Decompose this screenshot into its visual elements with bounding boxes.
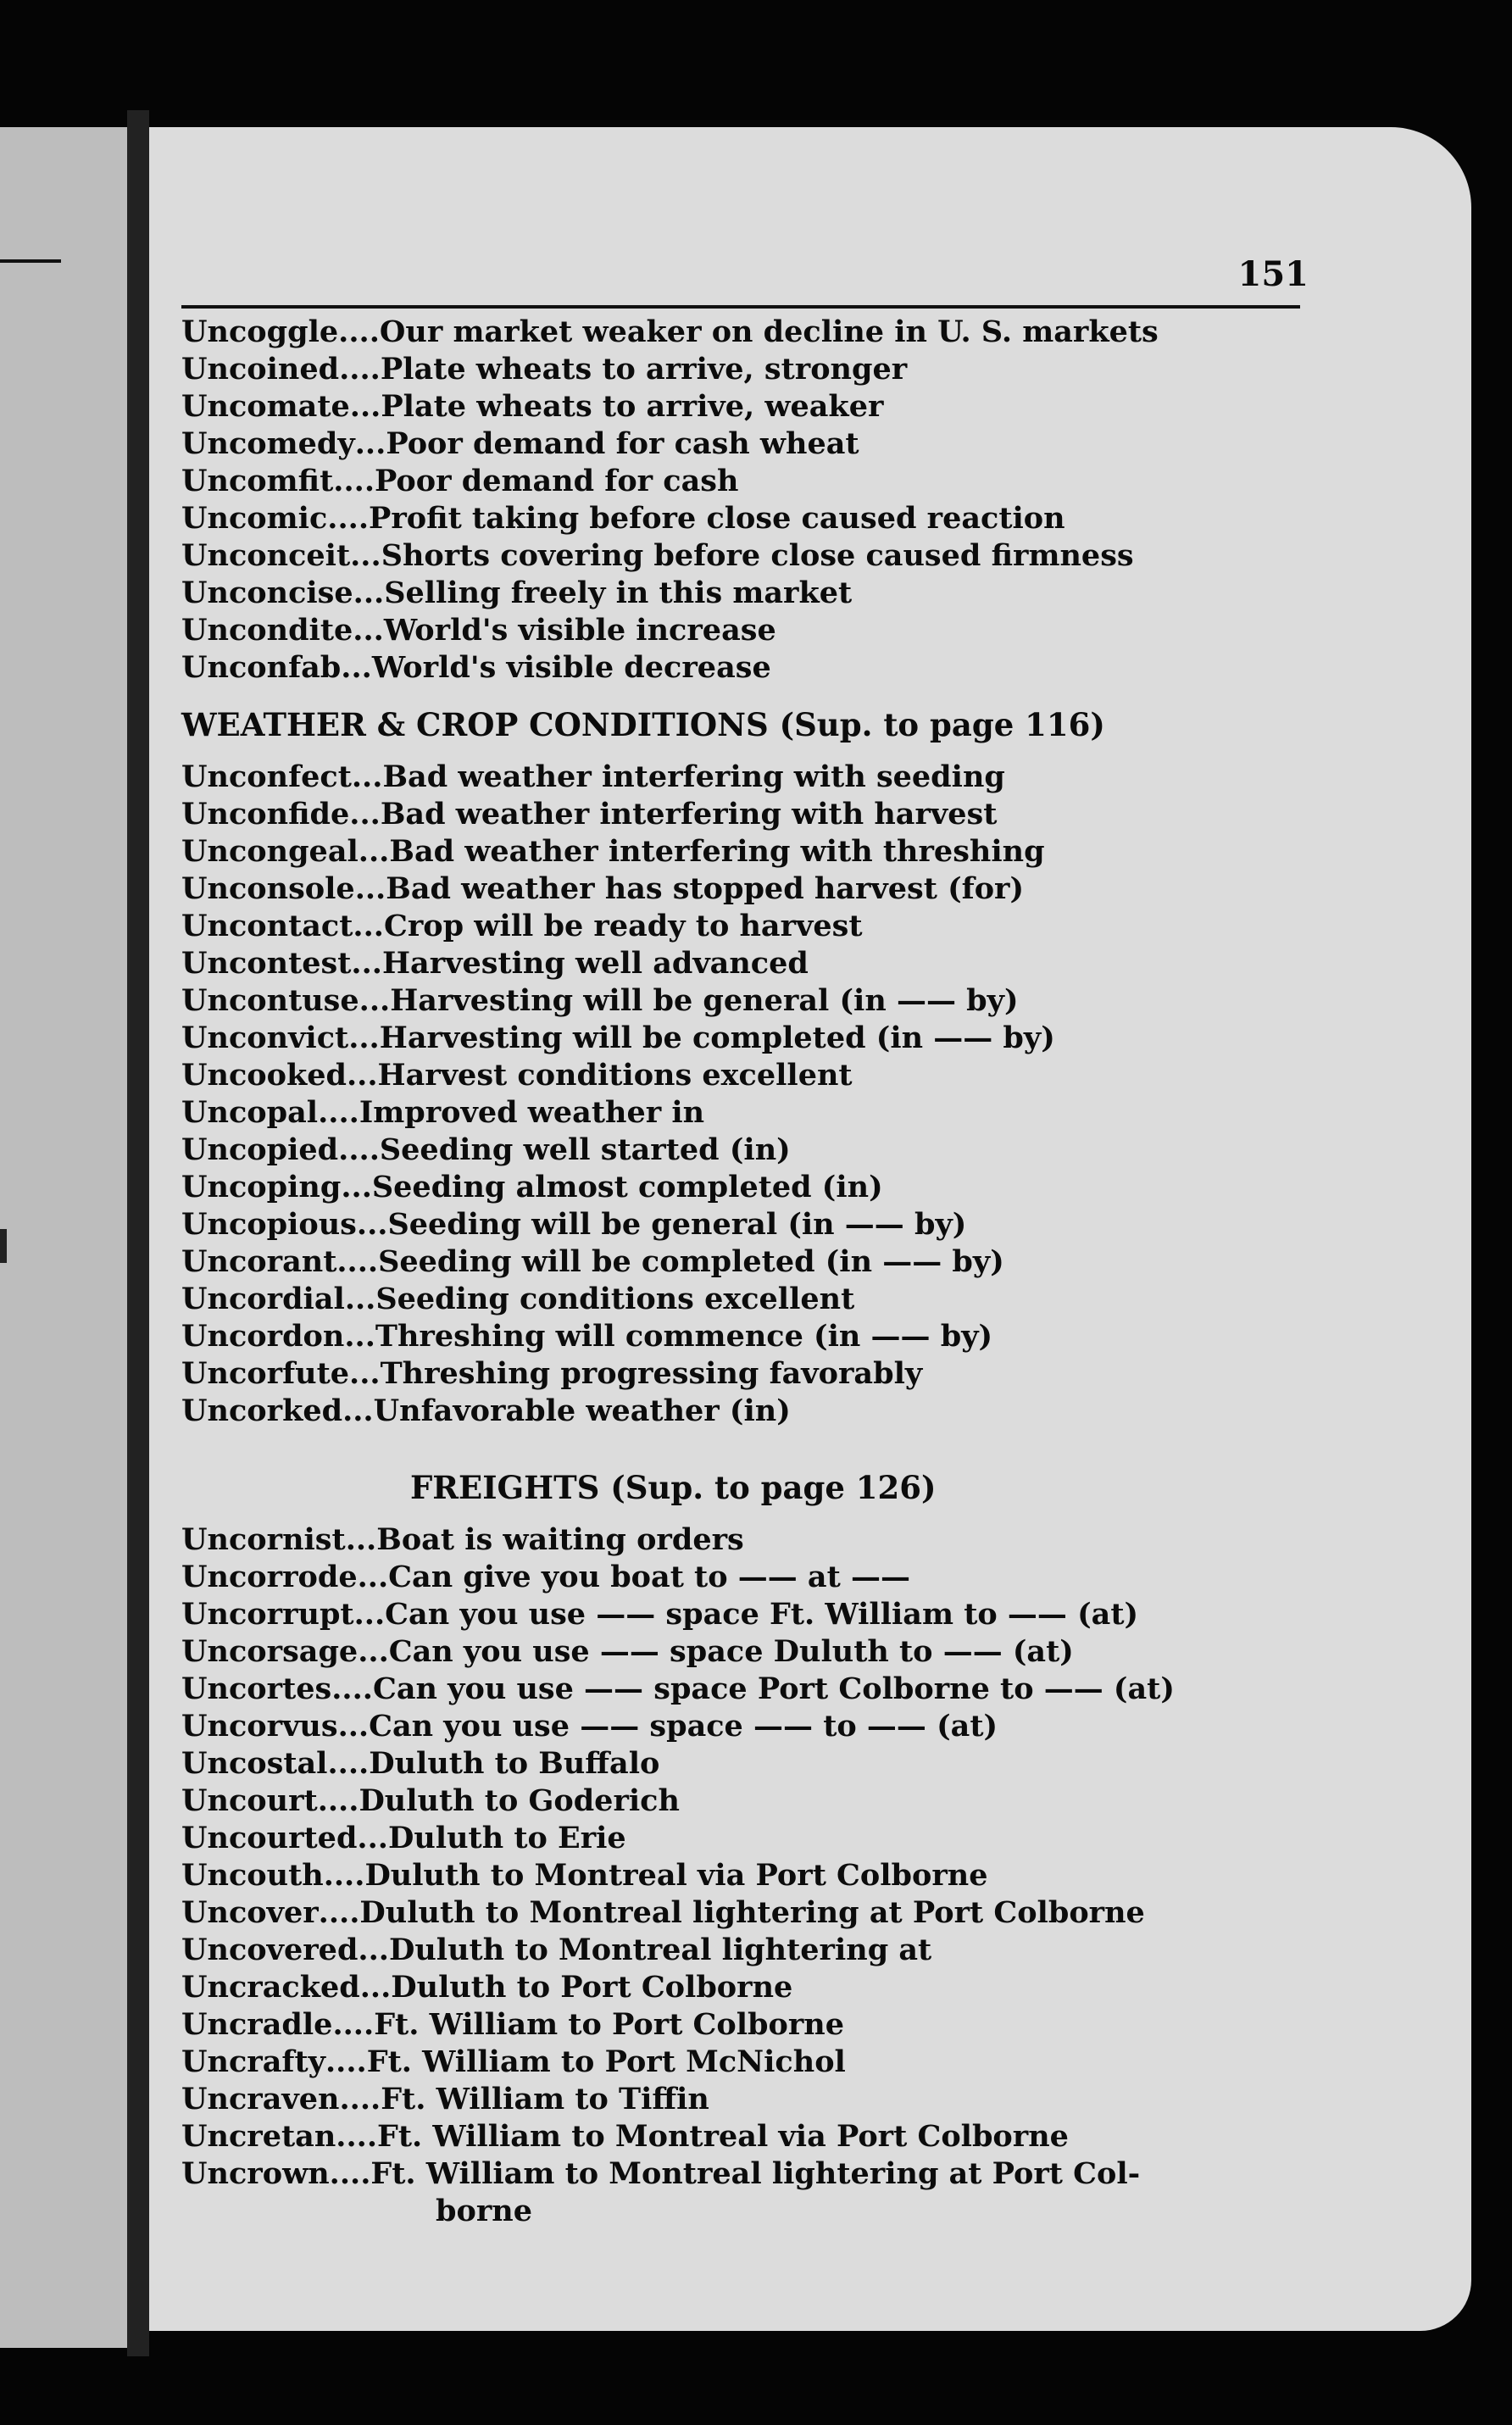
code-meaning: Seeding conditions excellent bbox=[375, 1282, 855, 1316]
code-word: Uncomfit bbox=[181, 464, 334, 498]
code-word: Uncraven bbox=[181, 2082, 340, 2116]
code-meaning: World's visible decrease bbox=[371, 650, 771, 685]
code-meaning: Ft. William to Tiffin bbox=[381, 2082, 709, 2116]
leader-dots: ... bbox=[358, 834, 390, 869]
leader-dots: .... bbox=[339, 352, 381, 387]
leader-dots: ... bbox=[349, 797, 381, 832]
code-word: Uncortes bbox=[181, 1671, 332, 1706]
code-word: Uncoggle bbox=[181, 314, 339, 349]
code-word: Unconfide bbox=[181, 797, 350, 832]
code-entry bbox=[181, 2044, 1309, 2081]
code-word: Uncorant bbox=[181, 1244, 337, 1279]
market-section bbox=[181, 314, 1309, 687]
code-meaning: Bad weather interfering with seeding bbox=[382, 759, 1005, 794]
code-word: Uncontest bbox=[181, 946, 352, 981]
leader-dots: ... bbox=[341, 1170, 372, 1204]
code-word: Uncrafty bbox=[181, 2044, 325, 2079]
code-word: Uncoping bbox=[181, 1170, 342, 1204]
leader-dots: ... bbox=[351, 759, 383, 794]
code-word: Uncomedy bbox=[181, 426, 355, 461]
leader-dots: .... bbox=[333, 464, 375, 498]
code-entry bbox=[181, 1521, 1309, 1559]
left-page-mark bbox=[0, 1229, 7, 1263]
code-meaning: Crop will be ready to harvest bbox=[383, 909, 863, 943]
code-meaning: Can you use —— space Duluth to —— (at) bbox=[388, 1634, 1074, 1669]
code-meaning: Duluth to Erie bbox=[387, 1821, 626, 1855]
leader-dots: .... bbox=[318, 1895, 360, 1930]
code-entry bbox=[181, 1355, 1309, 1393]
code-entry bbox=[181, 982, 1309, 1020]
code-meaning: Seeding well started (in) bbox=[379, 1132, 791, 1167]
code-meaning: Bad weather has stopped harvest (for) bbox=[386, 871, 1025, 906]
code-entry bbox=[181, 425, 1309, 463]
leader-dots: ... bbox=[348, 1021, 380, 1055]
code-meaning: Boat is waiting orders bbox=[376, 1522, 744, 1557]
code-word: Uncopal bbox=[181, 1095, 319, 1130]
code-word: Uncovered bbox=[181, 1933, 359, 1967]
weather-heading: WEATHER & CROP CONDITIONS (Sup. to page 116) bbox=[181, 706, 1105, 743]
code-entry bbox=[181, 1857, 1309, 1894]
code-word: Unconceit bbox=[181, 538, 351, 573]
code-meaning: World's visible increase bbox=[383, 613, 776, 648]
leader-dots: ... bbox=[337, 1709, 370, 1744]
page-number: 151 bbox=[1237, 254, 1309, 294]
code-word: Uncorrupt bbox=[181, 1597, 354, 1632]
code-entry bbox=[181, 1820, 1309, 1857]
code-meaning: Unfavorable weather (in) bbox=[373, 1393, 791, 1428]
code-word: Uncontact bbox=[181, 909, 353, 943]
code-entry bbox=[181, 1894, 1309, 1932]
code-meaning: Plate wheats to arrive, stronger bbox=[380, 352, 908, 387]
code-word: Uncopious bbox=[181, 1207, 357, 1242]
code-entry bbox=[181, 1094, 1309, 1132]
leader-dots: ... bbox=[341, 650, 372, 685]
code-meaning: Ft. William to Montreal via Port Colborne bbox=[377, 2119, 1069, 2154]
leader-dots: ... bbox=[345, 1522, 377, 1557]
code-word: Uncover bbox=[181, 1895, 319, 1930]
code-meaning: Duluth to Montreal lightering at Port Colborne bbox=[359, 1895, 1145, 1930]
leader-dots: .... bbox=[336, 2119, 378, 2154]
leader-dots: ... bbox=[344, 1282, 376, 1316]
code-entry bbox=[181, 2006, 1309, 2044]
code-word: Uncorsage bbox=[181, 1634, 359, 1669]
code-entry bbox=[181, 945, 1309, 982]
code-meaning: Harvesting will be general (in —— by) bbox=[390, 983, 1019, 1018]
code-entry bbox=[181, 908, 1309, 945]
leader-dots: ... bbox=[359, 983, 391, 1018]
leader-dots: ... bbox=[353, 909, 384, 943]
code-word: Uncorfute bbox=[181, 1356, 350, 1391]
code-meaning: Duluth to Goderich bbox=[359, 1783, 680, 1818]
leader-dots: .... bbox=[329, 2156, 371, 2191]
leader-dots: ... bbox=[351, 946, 382, 981]
leader-dots: .... bbox=[323, 1858, 365, 1893]
code-word: Unconfab bbox=[181, 650, 342, 685]
code-word: Uncondite bbox=[181, 613, 353, 648]
book-gutter bbox=[127, 110, 149, 2356]
code-word: Unconfect bbox=[181, 759, 352, 794]
code-meaning: Harvesting will be completed (in —— by) bbox=[379, 1021, 1055, 1055]
code-entry bbox=[181, 1318, 1309, 1355]
code-entry bbox=[181, 500, 1309, 537]
leader-dots: ... bbox=[342, 1393, 374, 1428]
code-entry bbox=[181, 833, 1309, 870]
code-entry bbox=[181, 1969, 1309, 2006]
leader-dots: ... bbox=[349, 389, 381, 424]
code-word: Uncostal bbox=[181, 1746, 328, 1781]
code-word: Uncorvus bbox=[181, 1709, 338, 1744]
leader-dots: .... bbox=[339, 2082, 381, 2116]
code-entry bbox=[181, 1633, 1309, 1671]
code-entry bbox=[181, 1281, 1309, 1318]
code-word: Uncracked bbox=[181, 1970, 360, 2005]
leader-dots: ... bbox=[349, 1356, 381, 1391]
leader-dots: .... bbox=[318, 1095, 359, 1130]
code-word: Unconcise bbox=[181, 576, 353, 610]
code-meaning: Ft. William to Port Colborne bbox=[374, 2007, 845, 2042]
code-meaning: Seeding will be completed (in —— by) bbox=[378, 1244, 1004, 1279]
code-entry bbox=[181, 537, 1309, 575]
code-word: Uncretan bbox=[181, 2119, 336, 2154]
code-entry bbox=[181, 463, 1309, 500]
code-meaning: Poor demand for cash wheat bbox=[386, 426, 859, 461]
code-meaning: Improved weather in bbox=[359, 1095, 705, 1130]
code-meaning: Duluth to Montreal via Port Colborne bbox=[364, 1858, 988, 1893]
code-entry bbox=[181, 388, 1309, 425]
code-entry bbox=[181, 1708, 1309, 1745]
code-meaning: Harvest conditions excellent bbox=[377, 1058, 853, 1093]
leader-dots: ... bbox=[353, 613, 384, 648]
code-entry bbox=[181, 1932, 1309, 1969]
code-word: Uncouth bbox=[181, 1858, 324, 1893]
code-word: Unconsole bbox=[181, 871, 355, 906]
code-entry bbox=[181, 649, 1309, 687]
left-page-rule bbox=[0, 259, 61, 263]
code-word: Uncomate bbox=[181, 389, 350, 424]
code-entry bbox=[181, 1132, 1309, 1169]
code-meaning: Seeding will be general (in —— by) bbox=[387, 1207, 967, 1242]
code-meaning: Seeding almost completed (in) bbox=[371, 1170, 883, 1204]
code-word: Uncordon bbox=[181, 1319, 345, 1354]
code-word: Uncoined bbox=[181, 352, 340, 387]
leader-dots: ... bbox=[359, 1970, 392, 2005]
leader-dots: .... bbox=[332, 2007, 375, 2042]
code-meaning: Threshing will commence (in —— by) bbox=[375, 1319, 993, 1354]
code-meaning: Ft. William to Montreal lightering at Port Col- bbox=[370, 2156, 1141, 2191]
leader-dots: ... bbox=[344, 1319, 375, 1354]
code-word: Unconvict bbox=[181, 1021, 349, 1055]
leader-dots: .... bbox=[338, 314, 380, 349]
code-meaning: Can give you boat to —— at —— bbox=[388, 1560, 910, 1594]
code-entry bbox=[181, 2081, 1309, 2118]
code-word: Uncrown bbox=[181, 2156, 330, 2191]
market-entry-list bbox=[181, 314, 1309, 687]
leader-dots: ... bbox=[358, 1634, 389, 1669]
code-word: Uncomic bbox=[181, 501, 328, 536]
leader-dots: ... bbox=[356, 1207, 388, 1242]
leader-dots: ... bbox=[354, 426, 386, 461]
code-meaning: Poor demand for cash bbox=[375, 464, 739, 498]
leader-dots: ... bbox=[357, 1560, 389, 1594]
leader-dots: ... bbox=[354, 871, 386, 906]
code-entry bbox=[181, 1671, 1309, 1708]
leader-dots: ... bbox=[353, 1597, 386, 1632]
code-entry bbox=[181, 1559, 1309, 1596]
code-meaning: Threshing progressing favorably bbox=[380, 1356, 923, 1391]
code-meaning: Can you use —— space Port Colborne to —— (at) bbox=[372, 1671, 1175, 1706]
leader-dots: .... bbox=[325, 2044, 367, 2079]
freights-section bbox=[181, 1454, 1309, 2230]
code-entry bbox=[181, 575, 1309, 612]
leader-dots: ... bbox=[353, 576, 385, 610]
freights-heading: FREIGHTS (Sup. to page 126) bbox=[410, 1469, 937, 1506]
leader-dots: ... bbox=[357, 1821, 388, 1855]
code-meaning: Can you use —— space Ft. William to —— (at) bbox=[385, 1597, 1139, 1632]
code-word: Uncornist bbox=[181, 1522, 346, 1557]
code-entry bbox=[181, 1020, 1309, 1057]
code-entry bbox=[181, 314, 1309, 351]
leader-dots: ... bbox=[346, 1058, 378, 1093]
code-entry bbox=[181, 612, 1309, 649]
weather-section bbox=[181, 691, 1309, 1430]
code-word: Uncontuse bbox=[181, 983, 359, 1018]
code-word: Uncorked bbox=[181, 1393, 343, 1428]
code-entry bbox=[181, 870, 1309, 908]
weather-entry-list bbox=[181, 759, 1309, 1430]
code-entry bbox=[181, 796, 1309, 833]
code-word: Uncradle bbox=[181, 2007, 333, 2042]
code-entry bbox=[181, 1596, 1309, 1633]
code-meaning: Shorts covering before close caused firmness bbox=[381, 538, 1134, 573]
code-meaning: Plate wheats to arrive, weaker bbox=[381, 389, 884, 424]
code-entry bbox=[181, 1206, 1309, 1243]
code-meaning: Duluth to Montreal lightering at bbox=[388, 1933, 932, 1967]
code-entry bbox=[181, 1783, 1309, 1820]
leader-dots: .... bbox=[317, 1783, 359, 1818]
code-meaning: Ft. William to Port McNichol bbox=[366, 2044, 846, 2079]
code-entry bbox=[181, 1393, 1309, 1430]
code-meaning: Bad weather interfering with harvest bbox=[380, 797, 998, 832]
code-entry bbox=[181, 351, 1309, 388]
code-word: Uncourt bbox=[181, 1783, 318, 1818]
code-word: Uncordial bbox=[181, 1282, 345, 1316]
code-entry bbox=[181, 1243, 1309, 1281]
code-word: Uncorrode bbox=[181, 1560, 358, 1594]
freight-entry-list bbox=[181, 1521, 1309, 2193]
leader-dots: ... bbox=[350, 538, 381, 573]
code-entry bbox=[181, 1057, 1309, 1094]
code-entry bbox=[181, 1745, 1309, 1783]
leader-dots: ... bbox=[358, 1933, 389, 1967]
code-meaning: Can you use —— space —— to —— (at) bbox=[369, 1709, 998, 1744]
code-meaning: Selling freely in this market bbox=[384, 576, 853, 610]
code-meaning: Profit taking before close caused reaction bbox=[369, 501, 1065, 536]
code-meaning: Duluth to Buffalo bbox=[369, 1746, 660, 1781]
code-meaning: Bad weather interfering with threshing bbox=[389, 834, 1045, 869]
code-meaning: Our market weaker on decline in U. S. markets bbox=[379, 314, 1159, 349]
code-entry bbox=[181, 759, 1309, 796]
code-word: Uncopied bbox=[181, 1132, 339, 1167]
code-word: Uncourted bbox=[181, 1821, 358, 1855]
leader-dots: .... bbox=[336, 1244, 379, 1279]
code-entry bbox=[181, 2155, 1309, 2193]
continuation-line: borne bbox=[436, 2194, 532, 2228]
code-entry bbox=[181, 1169, 1309, 1206]
leader-dots: .... bbox=[327, 501, 370, 536]
leader-dots: .... bbox=[338, 1132, 380, 1167]
code-meaning: Duluth to Port Colborne bbox=[391, 1970, 793, 2005]
leader-dots: .... bbox=[331, 1671, 373, 1706]
code-word: Uncooked bbox=[181, 1058, 347, 1093]
left-page-edge bbox=[0, 127, 127, 2348]
leader-dots: .... bbox=[327, 1746, 370, 1781]
header-rule bbox=[181, 305, 1300, 309]
code-meaning: Harvesting well advanced bbox=[381, 946, 809, 981]
code-entry bbox=[181, 2118, 1309, 2155]
code-word: Uncongeal bbox=[181, 834, 359, 869]
